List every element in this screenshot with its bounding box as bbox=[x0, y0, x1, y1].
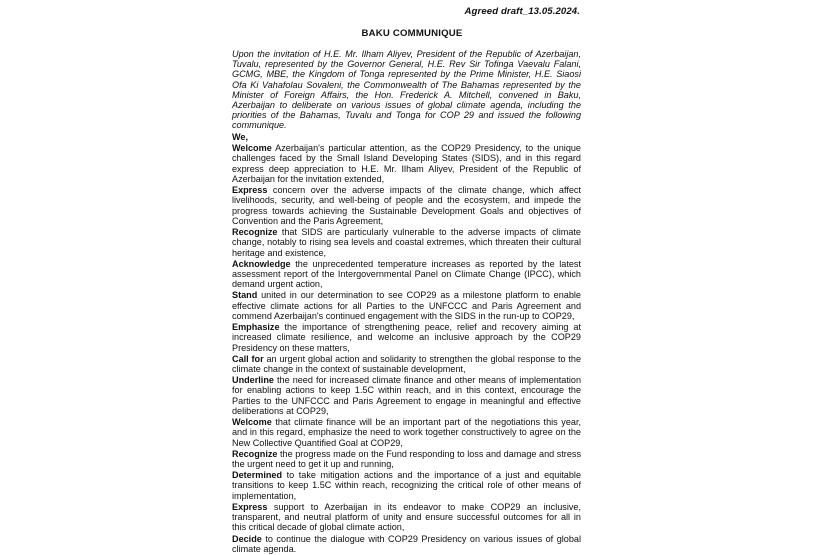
clause-paragraph bbox=[232, 290, 581, 321]
clause-text: Azerbaijan's particular attention, as the COP29 Presidency, to the unique challenges faced by the Small Island Developing States (SIDS), and in this regard express deep appreciation to H.E. Mr. Ilham Aliyev, President of the Republic of Azerbaijan for the invitation extended, bbox=[232, 143, 581, 184]
clause-verb: Acknowledge bbox=[232, 258, 291, 269]
clause-text: support to Azerbaijan in its endeavor to make COP29 an inclusive, transparent, and neutral platform of unity and ensure successful outcomes for all in this critical decade of global climate action, bbox=[232, 501, 581, 533]
clause-verb: Recognize bbox=[232, 226, 278, 237]
clause-verb: Recognize bbox=[232, 448, 278, 459]
clause-text: the importance of strengthening peace, relief and recovery aiming at increased climate resilience, and welcome an inclusive approach by the COP29 Presidency on these matters, bbox=[232, 322, 581, 353]
clause-paragraph bbox=[232, 375, 581, 416]
clause-paragraph bbox=[232, 502, 581, 533]
clause-verb: Welcome bbox=[232, 143, 272, 153]
clause-paragraph bbox=[232, 322, 581, 353]
we-heading: We, bbox=[232, 132, 249, 142]
clause-text: that SIDS are particularly vulnerable to the adverse impacts of climate change, notably to rising sea levels and coastal extremes, which threaten their cultural heritage and existence, bbox=[232, 226, 581, 258]
clause-text: concern over the adverse impacts of the climate change, which affect livelihoods, security, and well-being of people and the ecosystem, and impede the progress towards achieving the Sustainable Development Goals and objectives of Convention and the Paris Agreement, bbox=[232, 184, 581, 226]
clause-verb: Call for bbox=[232, 353, 264, 364]
document-title: BAKU COMMUNIQUE bbox=[361, 28, 463, 39]
clause-paragraph bbox=[232, 534, 581, 555]
clause-text: the need for increased climate finance and other means of implementation for enabling actions to keep 1.5C within reach, and in this context, encourage the Parties to the UNFCCC and Paris Agreement to engage in meaningful and effective deliberations at COP29, bbox=[232, 375, 581, 416]
clause-text: to take mitigation actions and the importance of a just and equitable transitions to keep 1.5C within reach, recognizing the critical role of other means of implementation, bbox=[232, 470, 581, 501]
clause-paragraph bbox=[232, 417, 581, 448]
clause-verb: Stand bbox=[232, 290, 258, 301]
clause-text: an urgent global action and solidarity to strengthen the global response to the climate change in the context of sustainable development, bbox=[232, 353, 581, 375]
clause-verb: Welcome bbox=[232, 417, 272, 428]
clause-paragraph bbox=[232, 185, 581, 226]
clause-paragraph bbox=[232, 227, 581, 258]
clause-verb: Emphasize bbox=[232, 322, 280, 333]
clause-verb: Determined bbox=[232, 470, 283, 481]
clause-verb: Decide bbox=[232, 533, 262, 544]
clause-text: united in our determination to see COP29 as a milestone platform to enable effective climate actions for all Parties to the UNFCCC and Paris Agreement and commend Azerbaijan's continued engagement with the SIDS in the run-up to COP29, bbox=[232, 290, 581, 321]
clause-paragraph bbox=[232, 449, 581, 470]
draft-note: Agreed draft_13.05.2024. bbox=[464, 6, 580, 17]
clause-verb: Express bbox=[232, 184, 268, 195]
clauses-list bbox=[232, 143, 581, 555]
clause-paragraph bbox=[232, 143, 581, 184]
clause-text: that climate finance will be an important part of the negotiations this year, and in this regard, emphasize the need to work together constructively to agree on the New Collective Quantified Goal at COP29, bbox=[232, 417, 581, 448]
clause-verb: Underline bbox=[232, 375, 274, 386]
clause-paragraph bbox=[232, 354, 581, 375]
clause-text: the progress made on the Fund responding to loss and damage and stress the urgent need to get it up and running, bbox=[232, 448, 581, 470]
clause-text: to continue the dialogue with COP29 Presidency on various issues of global climate agenda. bbox=[232, 533, 581, 554]
preamble-paragraph: Upon the invitation of H.E. Mr. Ilham Aliyev, President of the Republic of Azerbaijan, Tuvalu, represented by the Governor General, H.E. Rev Sir Tofinga Vaevalu Falani, GCMG, MBE, the Kingdom of Tonga represented by the Prime Minister, H.E. Siaosi Ofa Ki Vahafolau Sovaleni, the Commonwealth of The Bahamas represented by the Minister of Foreign Affairs, the Hon. Frederick A. Mitchell, convened in Baku, Azerbaijan to deliberate on various issues of global climate agenda, including the priorities of the Bahamas, Tuvalu and Tonga for COP 29 and issued the following communique. bbox=[232, 49, 581, 131]
clause-verb: Express bbox=[232, 501, 268, 512]
clause-text: the unprecedented temperature increases as reported by the latest assessment report of the Intergovernmental Panel on Climate Change (IPCC), which demand urgent action, bbox=[232, 258, 581, 290]
clause-paragraph bbox=[232, 259, 581, 290]
clause-paragraph bbox=[232, 470, 581, 501]
